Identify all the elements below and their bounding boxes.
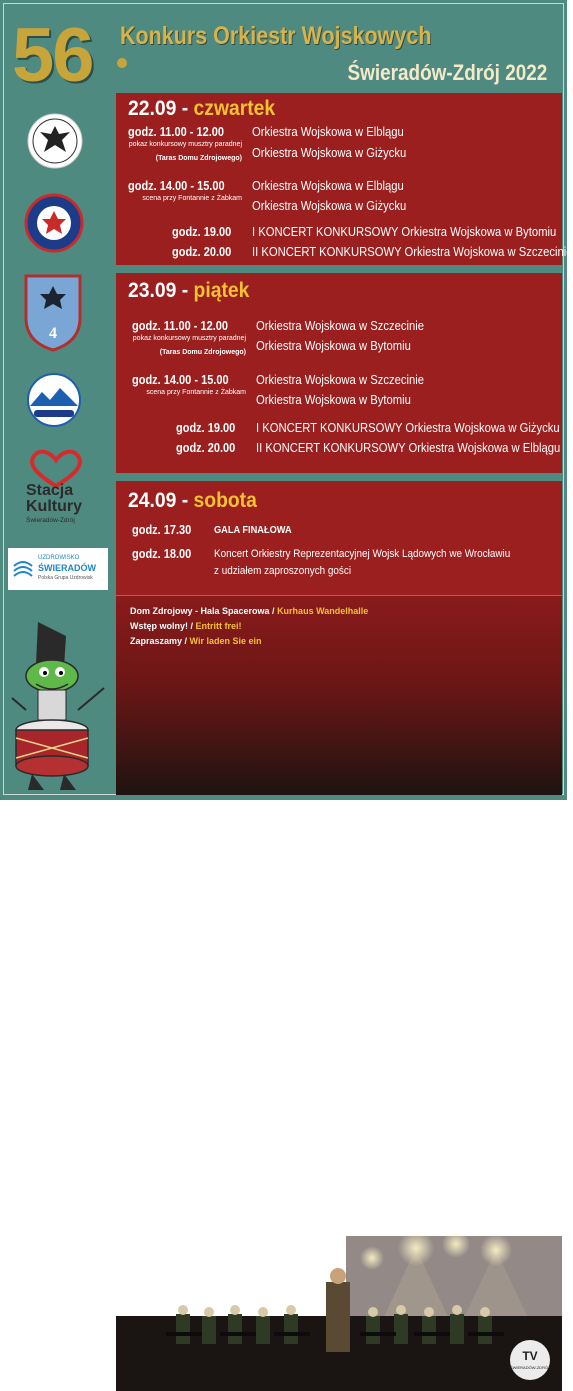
orchestra-name: Orkiestra Wojskowa w Elblągu (252, 179, 404, 193)
concert-label: II KONCERT KONKURSOWY (252, 245, 402, 259)
slot-note-venue: (Taras Domu Zdrojowego) (155, 155, 242, 162)
orchestra-name: Orkiestra Wojskowa w Giżycku (252, 199, 407, 213)
stacja-kultury-logo (14, 448, 96, 528)
final-concert-time: godz. 18.00 (132, 547, 192, 561)
concert-time: godz. 20.00 (172, 245, 232, 259)
day-date: 23.09 (128, 279, 177, 302)
day-name: czwartek (193, 97, 276, 120)
orchestra-name: Orkiestra Wojskowa w Bytomiu (256, 339, 411, 353)
concert-time: godz. 20.00 (176, 441, 236, 455)
orchestra-name: Orkiestra Wojskowa w Elblągu (252, 125, 404, 139)
day-date: 22.09 (128, 97, 177, 120)
orchestra-name: Orkiestra Wojskowa w Szczecinie (256, 373, 424, 387)
pgu-word: Polska Grupa Uzdrowisk (38, 575, 93, 581)
welcome-line (130, 636, 262, 646)
garrison-warsaw-emblem-icon (24, 193, 84, 253)
day-heading: 22.09 - czwartek (128, 97, 276, 120)
slot-note: scena przy Fontannie z Żabkam (146, 389, 246, 396)
concert-orchestra: Orkiestra Wojskowa w Szczecinie (404, 245, 573, 259)
gala-label: GALA FINAŁOWA (214, 524, 292, 536)
concert-line (252, 245, 573, 259)
poster-title: Konkurs Orkiestr Wojskowych (120, 22, 432, 50)
frog-drummer-mascot-icon (8, 618, 116, 794)
stacja-word: Stacja (26, 482, 74, 499)
slot-note-venue: (Taras Domu Zdrojowego) (159, 349, 246, 356)
wave-icon (12, 558, 34, 580)
uzdrowisko-word: UZDROWISKO (38, 555, 80, 561)
free-text: Wstęp wolny! / (130, 621, 193, 631)
day-name: sobota (193, 489, 257, 512)
concert-time: godz. 19.00 (172, 225, 232, 239)
welcome-text-de: Wir laden Sie ein (189, 636, 262, 646)
concert-orchestra: Orkiestra Wojskowa w Elblągu (408, 441, 561, 455)
day-panel-friday (116, 273, 562, 473)
final-concert-line1: Koncert Orkiestry Reprezentacyjnej Wojsk Lądowych we Wrocławiu (214, 548, 511, 560)
final-concert-line2: z udziałem zaproszonych gości (214, 565, 352, 577)
concert-label: II KONCERT KONKURSOWY (256, 441, 406, 455)
edition-dot (117, 58, 127, 68)
info-photo-panel (116, 596, 562, 1370)
venue-line (130, 606, 368, 616)
poster-subtitle: Świeradów-Zdrój 2022 (347, 60, 547, 85)
uzdrowisko-logo (8, 548, 108, 590)
slot-time: godz. 14.00 - 15.00 (132, 373, 229, 387)
day-heading: 24.09 - sobota (128, 489, 257, 512)
concert-line (256, 421, 560, 435)
edition-number: 56 (12, 13, 93, 98)
stacja-town: Świeradów-Zdrój (26, 517, 75, 524)
concert-line (252, 225, 556, 239)
venue-text: Dom Zdrojowy - Hala Spacerowa / (130, 606, 275, 616)
gory-izerskie-logo-icon (24, 372, 84, 428)
slot-note: pokaz konkursowy musztry paradnej (132, 335, 246, 342)
swieradow-word: ŚWIERADÓW (38, 563, 96, 573)
concert-orchestra: Orkiestra Wojskowa w Bytomiu (401, 225, 557, 239)
venue-text-de: Kurhaus Wandelhalle (277, 606, 369, 616)
tv-swieradow-logo-icon (510, 1340, 550, 1380)
slot-time: godz. 11.00 - 12.00 (132, 319, 229, 333)
kultury-word: Kultury (26, 498, 82, 515)
slot-time: godz. 11.00 - 12.00 (128, 125, 225, 139)
day-heading: 23.09 - piątek (128, 279, 250, 302)
concert-orchestra: Orkiestra Wojskowa w Giżycku (405, 421, 560, 435)
free-entry-line (130, 621, 242, 631)
tv-logo-subtext: ŚWIERADÓW-ZDRÓJ (509, 1365, 551, 1370)
day-name: piątek (193, 279, 250, 302)
concert-time: godz. 19.00 (176, 421, 236, 435)
slot-note: pokaz konkursowy musztry paradnej (128, 141, 242, 148)
division-four-badge-icon (22, 272, 84, 352)
concert-label: I KONCERT KONKURSOWY (256, 421, 403, 435)
badge-number: 4 (49, 325, 57, 342)
concert-label: I KONCERT KONKURSOWY (252, 225, 399, 239)
day-panel-thursday (116, 93, 573, 265)
slot-time: godz. 14.00 - 15.00 (128, 179, 225, 193)
orchestra-name: Orkiestra Wojskowa w Szczecinie (256, 319, 424, 333)
free-text-de: Entritt frei! (195, 621, 242, 631)
day-date: 24.09 (128, 489, 177, 512)
military-eagle-emblem-icon (26, 112, 84, 170)
tv-logo-text: TV (522, 1349, 538, 1363)
concert-line (256, 441, 560, 455)
day-panel-saturday (116, 481, 562, 595)
gala-time: godz. 17.30 (132, 523, 192, 537)
slot-note: scena przy Fontannie z Żabkam (142, 195, 242, 202)
orchestra-name: Orkiestra Wojskowa w Giżycku (252, 146, 407, 160)
orchestra-name: Orkiestra Wojskowa w Bytomiu (256, 393, 411, 407)
orchestra-stage-photo (116, 1236, 562, 1391)
welcome-text: Zapraszamy / (130, 636, 188, 646)
